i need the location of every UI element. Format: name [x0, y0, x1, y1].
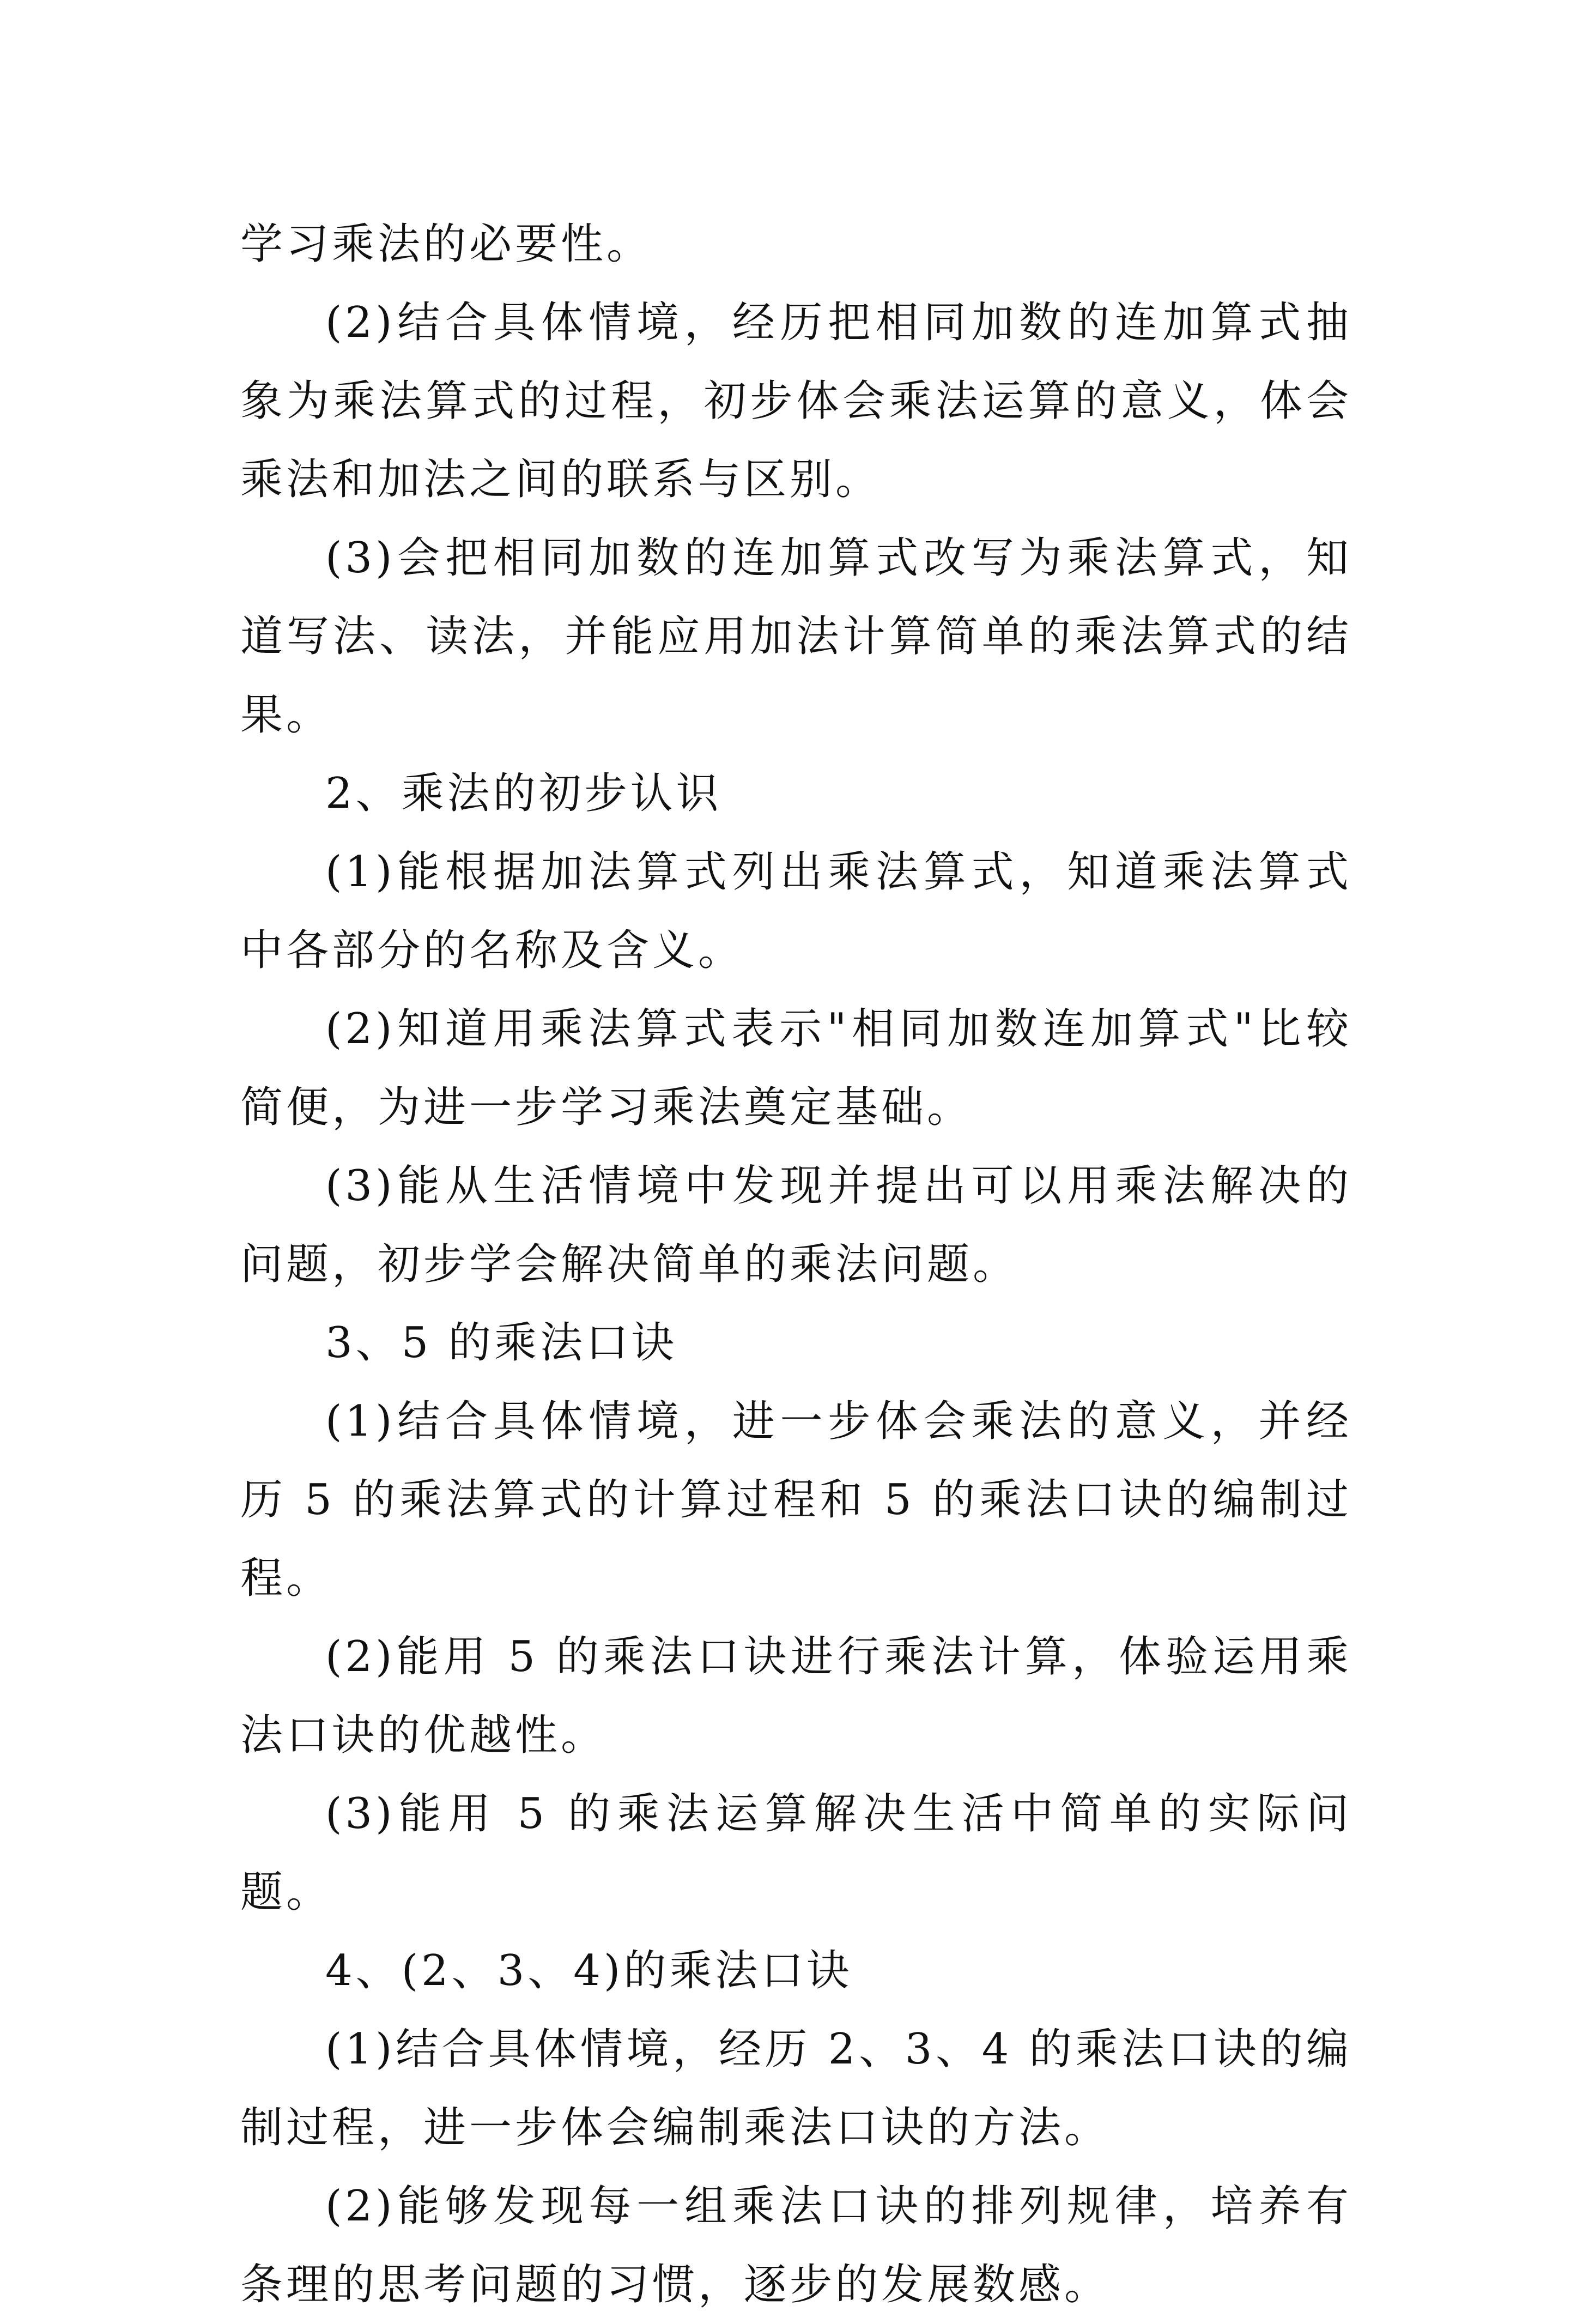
paragraph: (3)能用 5 的乘法运算解决生活中简单的实际问题。: [240, 1789, 1352, 1917]
paragraph: (1)结合具体情境，经历 2、3、4 的乘法口诀的编制过程，进一步体会编制乘法口诀的方法。: [240, 2025, 1352, 2152]
paragraph: (3)会把相同加数的连加算式改写为乘法算式，知道写法、读法，并能应用加法计算简单的乘法算式的结果。: [240, 534, 1352, 740]
paragraph: 学习乘法的必要性。: [240, 220, 653, 269]
paragraph: (2)能够发现每一组乘法口诀的排列规律，培养有条理的思考问题的习惯，逐步的发展数感。: [240, 2182, 1352, 2309]
paragraph: (2)知道用乘法算式表示"相同加数连加算式"比较简便，为进一步学习乘法奠定基础。: [240, 1004, 1352, 1132]
paragraph: (2)能用 5 的乘法口诀进行乘法计算，体验运用乘法口诀的优越性。: [240, 1632, 1352, 1760]
section-heading: 4、(2、3、4)的乘法口诀: [325, 1946, 853, 1995]
paragraph: (1)结合具体情境，进一步体会乘法的意义，并经历 5 的乘法算式的计算过程和 5 的乘法口诀的编制过程。: [240, 1397, 1352, 1603]
document-body: [240, 205, 1352, 2324]
section-heading: 2、乘法的初步认识: [325, 769, 722, 818]
paragraph: (3)能从生活情境中发现并提出可以用乘法解决的问题，初步学会解决简单的乘法问题。: [240, 1161, 1352, 1289]
section-heading: 3、5 的乘法口诀: [325, 1318, 678, 1367]
paragraph: (1)能根据加法算式列出乘法算式，知道乘法算式中各部分的名称及含义。: [240, 848, 1352, 975]
paragraph: (2)结合具体情境，经历把相同加数的连加算式抽象为乘法算式的过程，初步体会乘法运算的意义，体会乘法和加法之间的联系与区别。: [240, 298, 1352, 504]
